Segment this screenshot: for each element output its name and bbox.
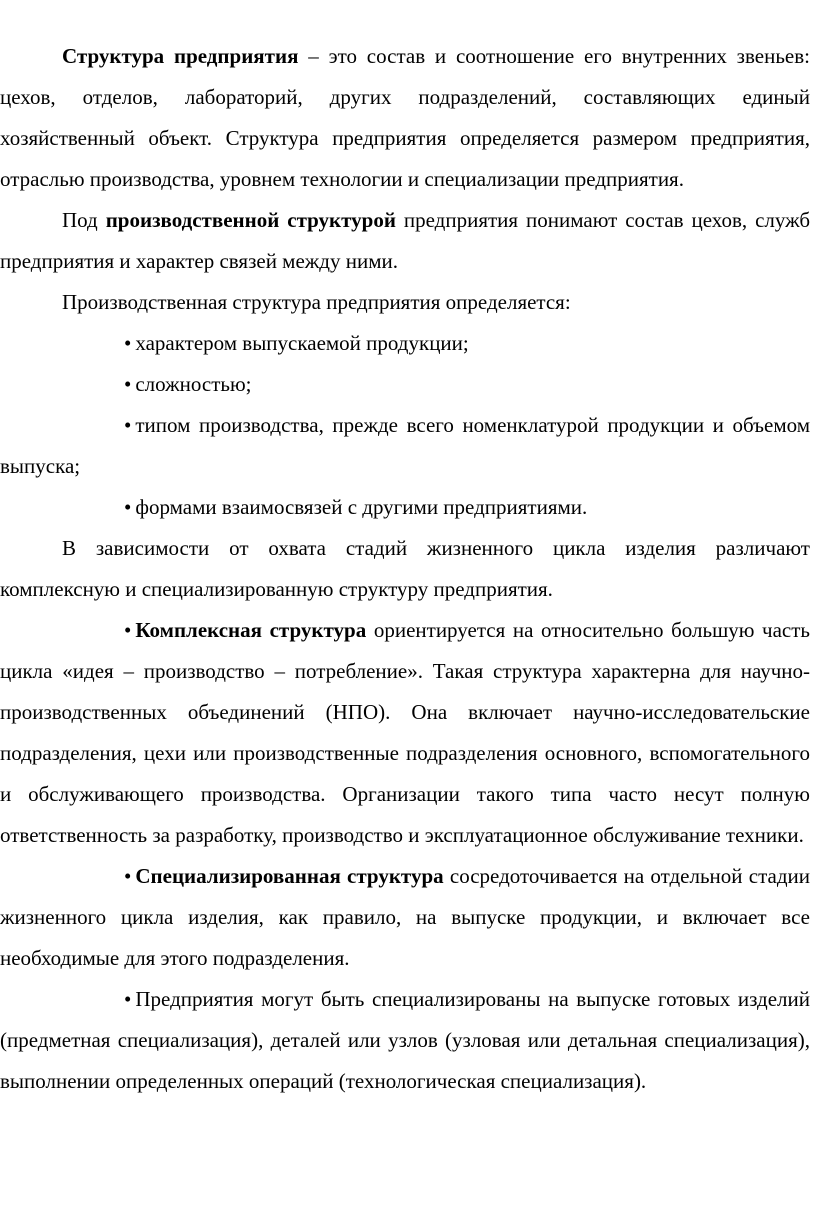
list-item-text: типом производства, прежде всего номенклатурой продукции и объемом выпуска; — [0, 413, 810, 478]
paragraph-production-structure — [0, 200, 810, 282]
paragraph-definition — [0, 36, 810, 200]
paragraph-production-structure-lead: Под — [62, 208, 106, 232]
list-item-text: характером выпускаемой продукции; — [135, 331, 469, 355]
paragraph-specialization-types — [0, 979, 810, 1102]
list-item — [0, 323, 810, 364]
bullet-icon: • — [124, 331, 132, 355]
term-complex-structure: Комплексная структура — [135, 618, 367, 642]
paragraph-specialized-structure — [0, 856, 810, 979]
bullet-icon: • — [124, 618, 132, 642]
list-item — [0, 487, 810, 528]
paragraph-production-structure-text: предприятия понимают состав цехов, служб предприятия и характер связей между ними. — [0, 208, 811, 273]
bullet-icon: • — [124, 495, 132, 519]
paragraph-specialization-types-text: Предприятия могут быть специализированы на выпуске готовых изделий (предметная специализация), деталей или узлов (узловая или детальная специализация), выполнении определенных операций (технологическая специализация). — [0, 987, 810, 1093]
bullet-icon: • — [124, 987, 132, 1011]
paragraph-complex-structure-text: ориентируется на относительно большую часть цикла «идея – производство – потребление». Такая структура характерна для научно-производственных объединений (НПО). Она включает научно-исследовательские подразделения, цехи или производственные подразделения основного, вспомогательного и обслуживающего производства. Организации такого типа часто несут полную ответственность за разработку, производство и эксплуатационное обслуживание техники. — [0, 618, 811, 847]
term-production-structure: производственной структурой — [105, 208, 396, 232]
term-enterprise-structure: Структура предприятия — [62, 44, 299, 68]
list-item — [0, 405, 810, 487]
document-page — [0, 36, 816, 1102]
list-item-text: формами взаимосвязей с другими предприятиями. — [135, 495, 588, 519]
list-item-text: сложностью; — [135, 372, 252, 396]
list-item — [0, 364, 810, 405]
paragraph-lifecycle: В зависимости от охвата стадий жизненного цикла изделия различают комплексную и специализированную структуру предприятия. — [0, 536, 810, 601]
paragraph-specialized-structure-text: сосредоточивается на отдельной стадии жизненного цикла изделия, как правило, на выпуске продукции, и включает все необходимые для этого подразделения. — [0, 864, 810, 970]
bullet-icon: • — [124, 372, 132, 396]
paragraph-complex-structure — [0, 610, 810, 856]
bullet-icon: • — [124, 413, 132, 437]
paragraph-determined-by: Производственная структура предприятия определяется: — [62, 290, 571, 314]
term-specialized-structure: Специализированная структура — [135, 864, 444, 888]
paragraph-definition-text: – это состав и соотношение его внутренних звеньев: цехов, отделов, лабораторий, других подразделений, составляющих единый хозяйственный объект. Структура предприятия определяется размером предприятия, отраслью производства, уровнем технологии и специализации предприятия. — [0, 44, 810, 191]
bullet-icon: • — [124, 864, 132, 888]
